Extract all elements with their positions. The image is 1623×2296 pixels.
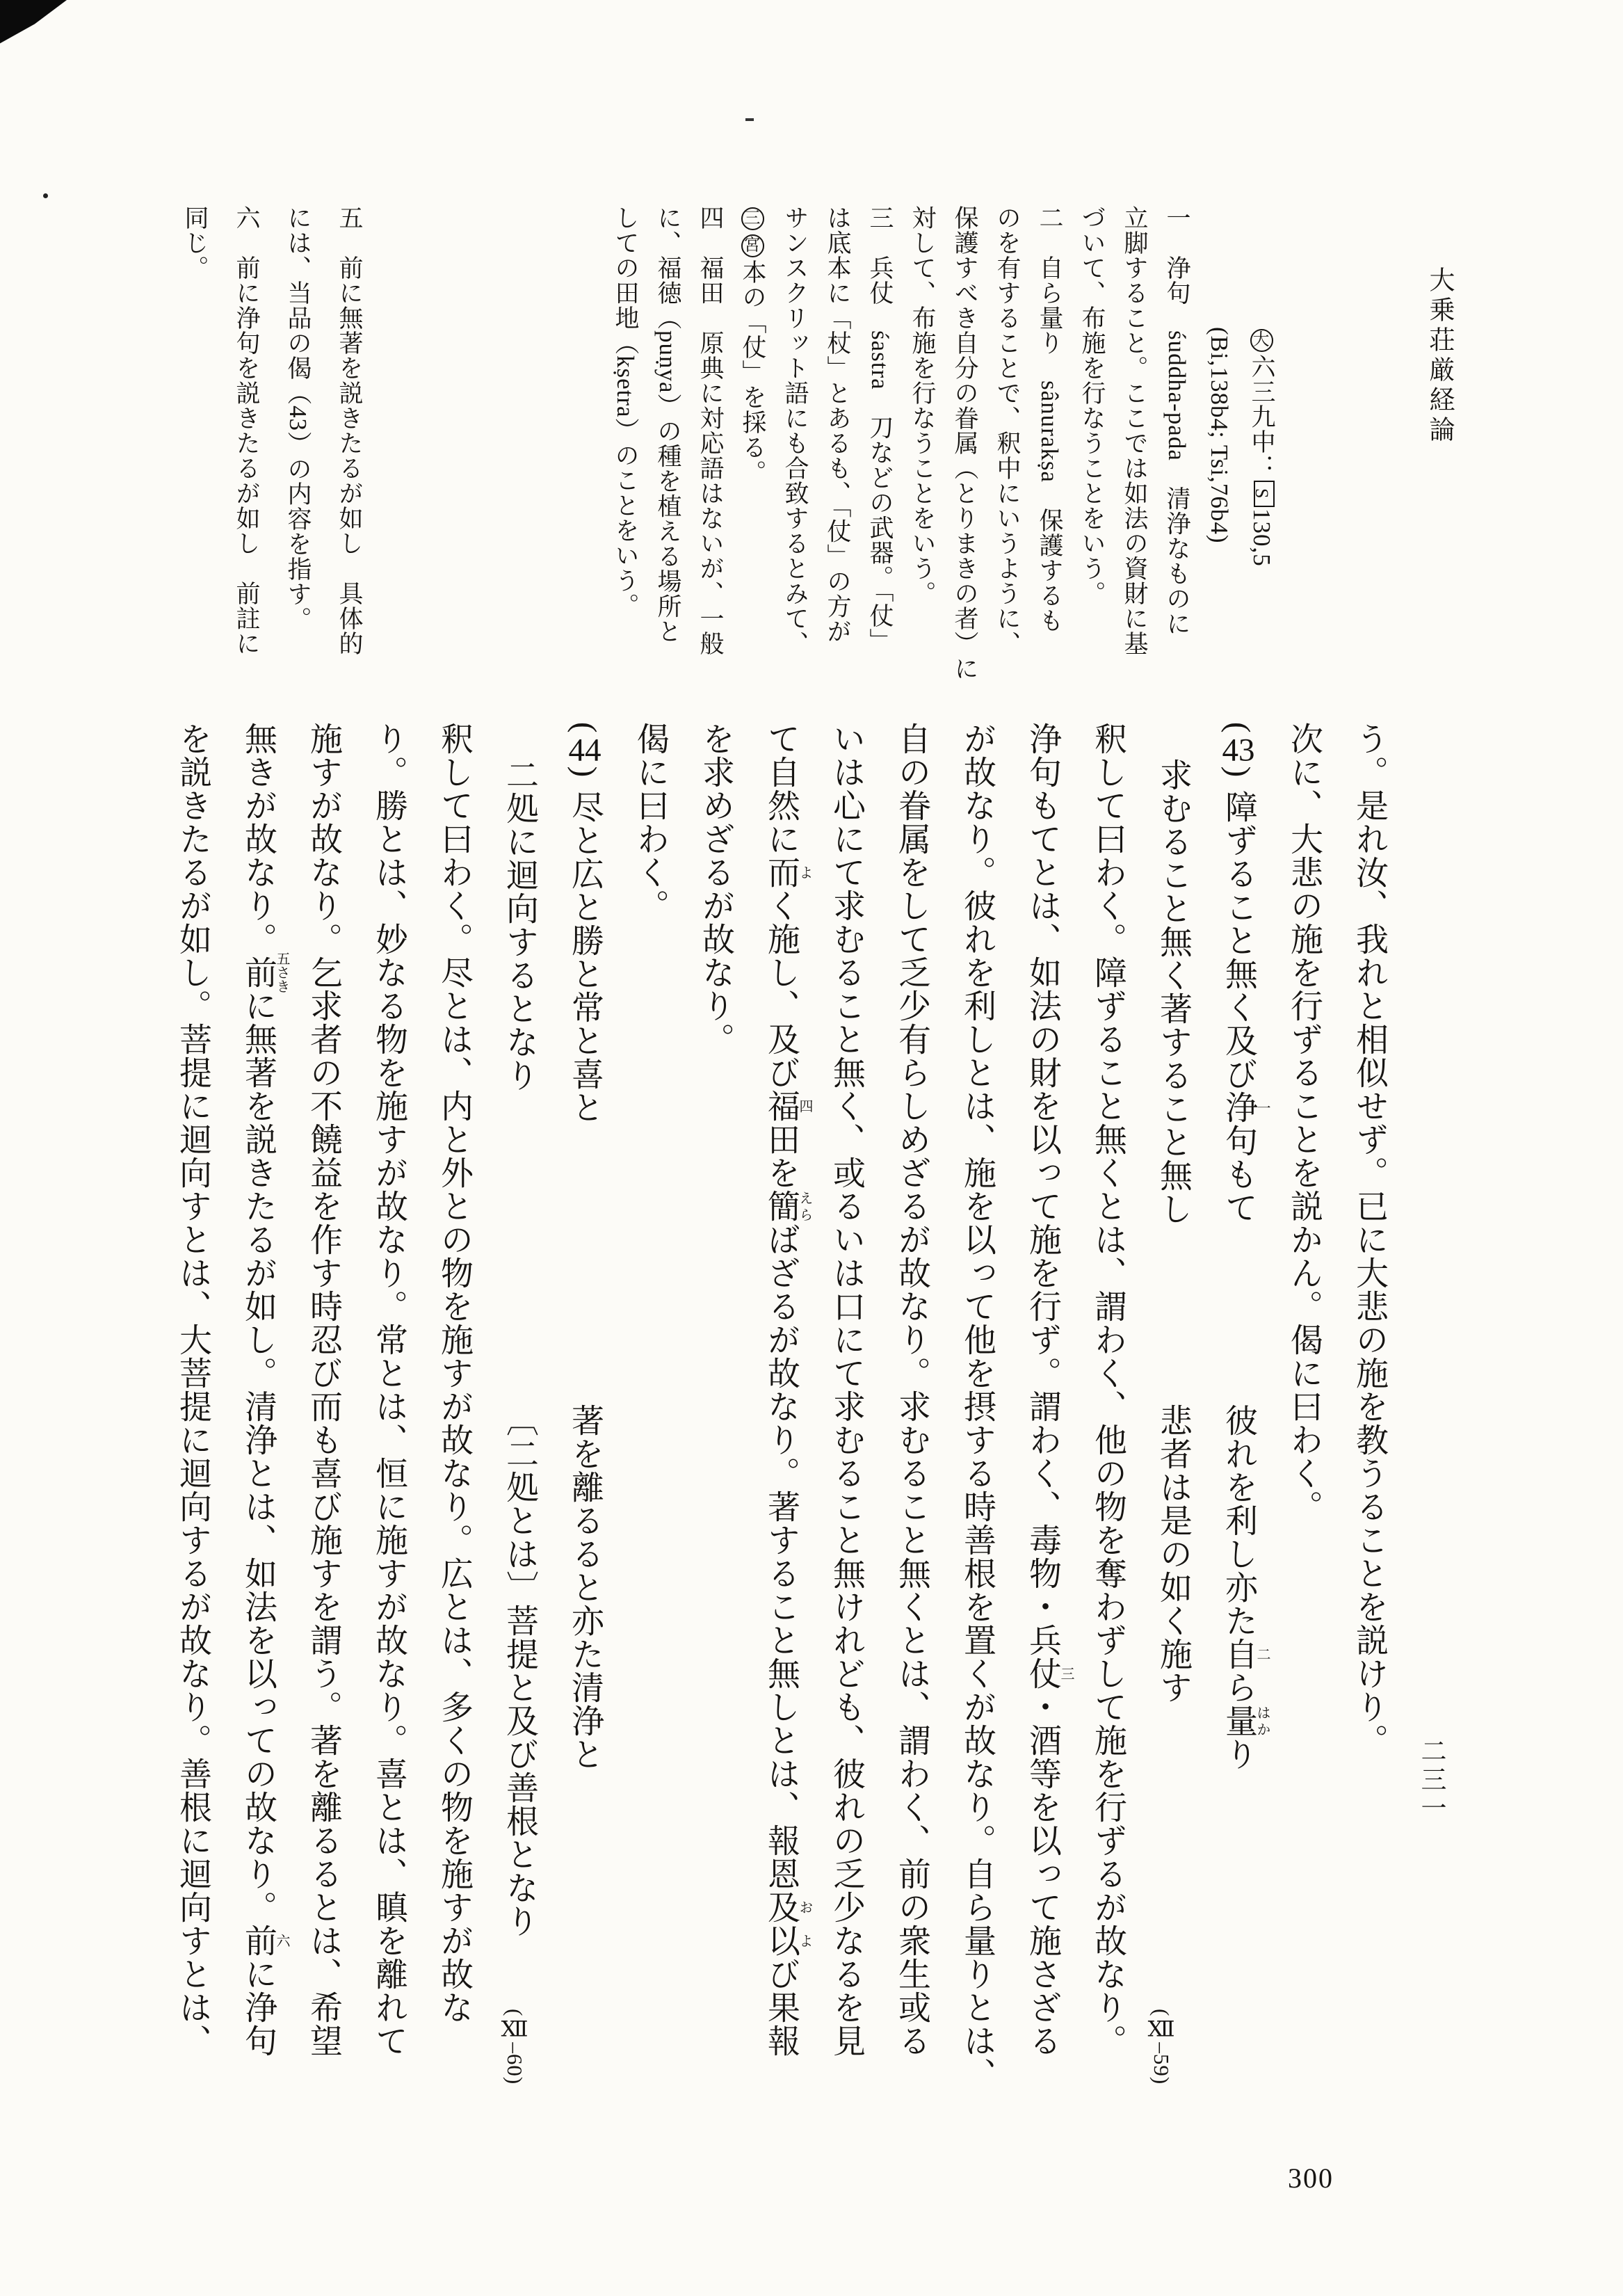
verse-hemistich: 悲者は是の如く施す [1155,1404,1191,1704]
body-column: 次に、大悲の施を行ずることを説かん。偈に曰わく。 [1286,722,1322,1523]
note-column: 立脚すること。ここでは如法の資財に基 [1121,205,1148,656]
body-column: 施すが故なり。乞求者の不饒益を作す時忍び而も喜び施すを謂う。著を離るるとは、希望 [305,722,341,2057]
note-column: 同じ。 [181,205,209,280]
verse-hemistich: 著を離るると亦た清浄と [567,1404,603,1771]
note-reference-column: 大六三九中：S130,5 [1241,205,1283,869]
scan-speck [43,193,48,198]
page-number: 300 [1288,2162,1334,2194]
body-text [160,722,1402,2103]
body-column: う。是れ汝、我れと相似せず。已に大悲の施を教うることを説けり。 [1351,722,1387,1757]
body-column: を求めざるが故なり。 [697,722,734,1056]
note-column: しての田地（kṣetra）のことをいう。 [612,205,639,618]
annotated-word: 簡えら [763,1189,812,1223]
scan-smudge-corner [0,0,67,57]
annotated-word: 前六 [240,1924,289,1957]
annotated-word: 及以およ [763,1890,812,1957]
annotated-word: 仗三 [1024,1657,1074,1690]
annotated-word: 前五さき [240,952,289,993]
verse-number: (43) [1220,722,1257,778]
note-column: 四 福田 原典に対応語はないが、一般 [697,205,724,656]
note-column: は底本に「杖」とあるも、「仗」の方が [824,205,851,644]
note-column: に、福徳（puṇya）の種を植える場所と [654,205,681,644]
boxed-siglum: S [1254,481,1275,507]
verse-ref-60: (Ⅻ–60) [503,2009,527,2085]
verse-hemistich: 二処に迴向するとなり [501,758,538,1092]
note-column: には、当品の偈（43）の内容を指す。 [284,205,312,632]
body-column: 無きが故なり。前五さきに無著を説きたるが如し。清浄とは、如法を以っての故なり。前六に浄句 [240,722,289,2057]
body-column: り。勝とは、妙なる物を施すが故なり。常とは、恒に施すが故なり。喜とは、瞋を離れて [371,722,407,2057]
note-column: 対して、布施を行なうことをいう。 [909,205,936,606]
note-column: 一 浄句 śuddha-pada 清浄なものに [1163,205,1190,636]
note-column: 二 自ら量り sânurakṣa 保護するも [1036,205,1063,634]
note-column: 保護すべき自分の眷属（とりまきの者）に [951,205,978,681]
note-column: 三 兵仗 śastra 刀などの武器。「仗」 [866,205,894,654]
note-reference-column: (Bi,138b4; Tsi,76b4) [1206,327,1233,544]
note-column: づいて、布施を行なうことをいう。 [1079,205,1106,606]
body-column: いは心にて求むること無く、或るいは口にて求むること無けれども、彼れの乏少なるを見 [828,722,864,2057]
body-column: 釈して曰わく。障ずること無くとは、謂わく、他の物を奪わずして施を行ずるが故なり。 [1090,722,1126,2057]
page-title: 大乗荘厳経論 [1425,266,1453,446]
circled-edition-mark: 大 [1250,329,1273,352]
verse-hemistich: 尽と広と勝と常と喜と [567,790,603,1125]
note-column: のを有することで、釈中にいうように、 [994,205,1021,656]
body-column: 浄句もてとは、如法の財を以って施を行ず。謂わく、毒物・兵仗三・酒等を以って施さざる [1024,722,1074,2057]
body-column: が故なり。彼れを利しとは、施を以って他を摂する時善根を置くが故なり。自ら量りとは、 [959,722,995,2091]
verse-hemistich: 〔二処とは〕菩提と及び善根となり [501,1404,538,1938]
note-column: サンスクリット語にも合致するとみて、 [782,205,809,656]
verse-hemistich: 求むること無く著すること無し [1155,758,1191,1226]
folio-number: 二三一 [1416,1737,1445,1823]
scan-speck [745,118,754,121]
annotated-word: 浄一 [1220,1091,1270,1125]
annotated-word: 自二 [1220,1637,1270,1671]
verse-column [1140,722,1206,2139]
note-column: 六 前に浄句を説きたるが如し 前註に [233,205,260,656]
note-column: 三宮本の「仗」を採る。 [732,205,774,748]
notes-right [604,205,1283,748]
notes-left [169,205,375,748]
body-column: 釈して曰わく。尽とは、内と外との物を施すが故なり。広とは、多くの物を施すが故な [436,722,472,2024]
note-column: 五 前に無著を説きたるが如し 具体的 [336,205,363,656]
verse-number: (44) [567,722,603,778]
circled-edition-mark: 三 [741,207,764,230]
annotated-word: 福四 [763,1089,812,1123]
verse-ref-59: (Ⅻ–59) [1149,2009,1174,2085]
verse-column [552,722,617,2103]
annotated-word: 量はか [1220,1704,1270,1737]
body-column: 偈に曰わく。 [632,722,668,922]
verse-column [487,722,552,2139]
body-column: を説きたるが如し。菩提に迴向すとは、大菩提に迴向するが故なり。善根に迴向すとは、 [175,722,211,2057]
verse-hemistich: 障ずること無く及び浄一句もて [1220,790,1270,1225]
circled-edition-mark: 宮 [741,234,764,257]
body-column: て自然に而よく施し、及び福四田を簡えらばざるが故なり。著すること無しとは、報恩及以および果報 [763,722,812,2057]
verse-hemistich: 彼れを利し亦た自二ら量はかり [1220,1404,1270,1771]
verse-column [1206,722,1271,2103]
annotated-word: 而よ [763,856,812,889]
body-column: 自の眷属をして乏少有らしめざるが故なり。求むること無くとは、謂わく、前の衆生或る [894,722,930,2057]
